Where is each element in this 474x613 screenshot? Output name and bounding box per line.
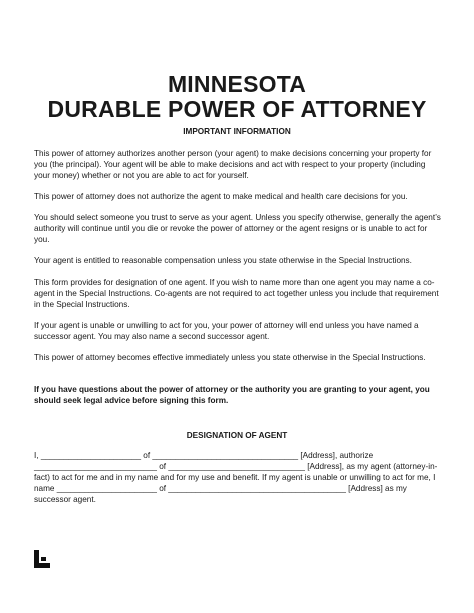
info-paragraph-6: If your agent is unable or unwilling to act for you, your power of attorney will end unless you have named a successor agent. You may also name a second successor agent. <box>34 321 419 341</box>
info-paragraph-7: This power of attorney becomes effective immediately unless you state otherwise in the Special Instructions. <box>34 353 426 362</box>
info-paragraph-2: This power of attorney does not authorize the agent to make medical and health care decisions for you. <box>34 192 408 201</box>
designation-of-agent-heading: DESIGNATION OF AGENT <box>186 431 288 440</box>
info-paragraph-3: You should select someone you trust to serve as your agent. Unless you specify otherwise, generally the agent’s authority will continue until you die or revoke the power of attorney or the agent resigns or is unable to act for you. <box>34 213 441 244</box>
document-logo-icon <box>34 550 50 568</box>
info-paragraph-4: Your agent is entitled to reasonable compensation unless you state otherwise in the Special Instructions. <box>34 256 412 265</box>
info-paragraph-5: This form provides for designation of one agent. If you wish to name more than one agent you may name a co-agent in the Special Instructions. Co-agents are not required to act together unless you include that requirement in the Special Instructions. <box>34 278 439 309</box>
designation-paragraph: I, ______________________ of ________________________________ [Address], authorize ___________________________ of ______________________________ [Address], as my agent (attorney-in-fact) to act for me and in my name and for my use and benefit. If my agent is unable or unwilling to act for me, I name ______________________ of _______________________________________ [Address] as my successor agent. <box>34 451 438 504</box>
document-title-state: MINNESOTA <box>167 71 307 97</box>
info-paragraph-1: This power of attorney authorizes another person (your agent) to make decisions concerning your property for you (the principal). Your agent will be able to make decisions and act with respect to your property (including your money) whether or not you are able to act for yourself. <box>34 149 432 180</box>
legal-advice-notice: If you have questions about the power of attorney or the authority you are granting to your agent, you should seek legal advice before signing this form. <box>34 385 430 405</box>
important-information-heading: IMPORTANT INFORMATION <box>183 127 291 136</box>
document-title: DURABLE POWER OF ATTORNEY <box>47 96 427 122</box>
